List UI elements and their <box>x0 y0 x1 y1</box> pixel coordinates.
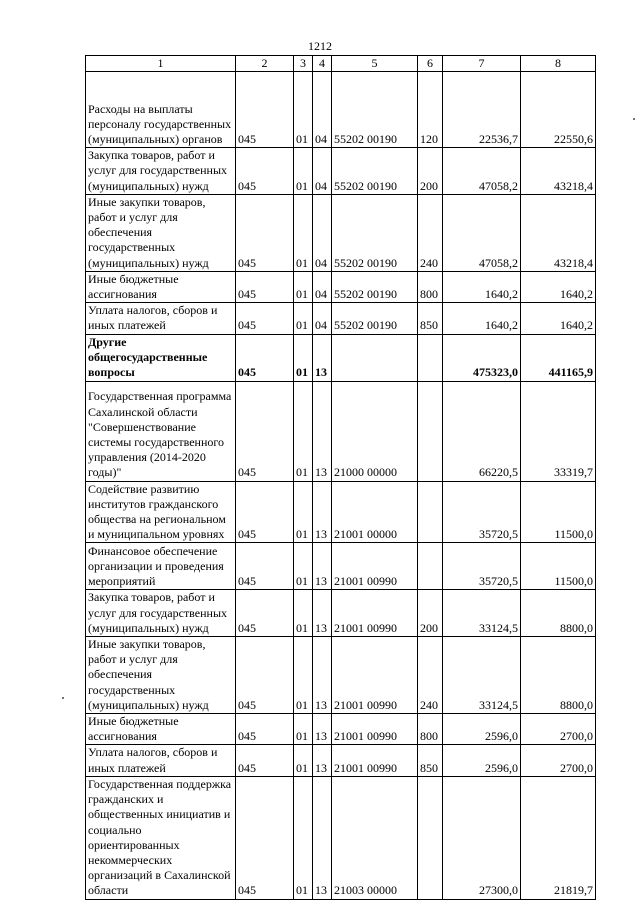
table-row <box>86 303 596 334</box>
amount-year1-cell: 35720,5 <box>443 543 521 590</box>
row-name-cell: Уплата налогов, сборов и иных платежей <box>86 745 236 776</box>
row-name-cell: Закупка товаров, работ и услуг для государственных (муниципальных) нужд <box>86 148 236 195</box>
section-code-cell: 01 <box>294 481 313 543</box>
amount-year2-cell: 2700,0 <box>521 714 596 745</box>
subsection-code-cell: 04 <box>313 303 332 334</box>
target-code-cell: 21001 00990 <box>332 590 418 637</box>
admin-code-cell: 045 <box>236 194 294 271</box>
section-code-cell: 01 <box>294 271 313 302</box>
section-code-cell: 01 <box>294 776 313 899</box>
target-code-cell: 55202 00190 <box>332 271 418 302</box>
amount-year1-cell: 66220,5 <box>443 381 521 481</box>
subsection-code-cell: 13 <box>313 776 332 899</box>
scan-speck <box>62 697 64 699</box>
admin-code-cell: 045 <box>236 543 294 590</box>
subsection-code-cell: 13 <box>313 745 332 776</box>
amount-year1-cell: 22536,7 <box>443 72 521 148</box>
amount-year2-cell: 11500,0 <box>521 543 596 590</box>
budget-table <box>85 55 596 900</box>
table-row <box>86 543 596 590</box>
amount-year2-cell: 2700,0 <box>521 745 596 776</box>
amount-year1-cell: 2596,0 <box>443 745 521 776</box>
row-name-cell: Содействие развитию институтов гражданского общества на региональном и муниципальном уровнях <box>86 481 236 543</box>
type-code-cell <box>418 381 443 481</box>
table-row <box>86 271 596 302</box>
admin-code-cell: 045 <box>236 148 294 195</box>
amount-year1-cell: 27300,0 <box>443 776 521 899</box>
table-header-row <box>86 56 596 72</box>
section-code-cell: 01 <box>294 381 313 481</box>
subsection-code-cell: 13 <box>313 590 332 637</box>
table-row <box>86 590 596 637</box>
target-code-cell: 55202 00190 <box>332 72 418 148</box>
table-row <box>86 72 596 148</box>
section-code-cell: 01 <box>294 637 313 714</box>
target-code-cell: 21001 00000 <box>332 481 418 543</box>
section-code-cell: 01 <box>294 72 313 148</box>
amount-year2-cell: 8800,0 <box>521 637 596 714</box>
header-cell: 1 <box>86 56 236 72</box>
subsection-code-cell: 13 <box>313 637 332 714</box>
type-code-cell: 240 <box>418 194 443 271</box>
table-row <box>86 334 596 381</box>
amount-year1-cell: 47058,2 <box>443 194 521 271</box>
subsection-code-cell: 13 <box>313 543 332 590</box>
admin-code-cell: 045 <box>236 714 294 745</box>
amount-year2-cell: 1640,2 <box>521 303 596 334</box>
target-code-cell: 55202 00190 <box>332 148 418 195</box>
amount-year2-cell: 22550,6 <box>521 72 596 148</box>
admin-code-cell: 045 <box>236 334 294 381</box>
admin-code-cell: 045 <box>236 590 294 637</box>
row-name-cell: Другие общегосударственные вопросы <box>86 334 236 381</box>
amount-year2-cell: 33319,7 <box>521 381 596 481</box>
table-row <box>86 714 596 745</box>
amount-year1-cell: 1640,2 <box>443 303 521 334</box>
target-code-cell: 21001 00990 <box>332 637 418 714</box>
row-name-cell: Иные бюджетные ассигнования <box>86 714 236 745</box>
header-cell: 5 <box>332 56 418 72</box>
table-row <box>86 381 596 481</box>
target-code-cell: 21003 00000 <box>332 776 418 899</box>
header-cell: 7 <box>443 56 521 72</box>
subsection-code-cell: 04 <box>313 194 332 271</box>
header-cell: 6 <box>418 56 443 72</box>
amount-year2-cell: 43218,4 <box>521 194 596 271</box>
header-cell: 2 <box>236 56 294 72</box>
amount-year1-cell: 47058,2 <box>443 148 521 195</box>
subsection-code-cell: 13 <box>313 714 332 745</box>
subsection-code-cell: 04 <box>313 72 332 148</box>
type-code-cell <box>418 776 443 899</box>
admin-code-cell: 045 <box>236 72 294 148</box>
amount-year2-cell: 21819,7 <box>521 776 596 899</box>
table-row <box>86 148 596 195</box>
row-name-cell: Иные закупки товаров, работ и услуг для обеспечения государственных (муниципальных) нужд <box>86 637 236 714</box>
amount-year2-cell: 1640,2 <box>521 271 596 302</box>
section-code-cell: 01 <box>294 303 313 334</box>
table-row <box>86 481 596 543</box>
admin-code-cell: 045 <box>236 381 294 481</box>
amount-year1-cell: 2596,0 <box>443 714 521 745</box>
row-name-cell: Государственная поддержка гражданских и общественных инициатив и социально ориентированных некоммерческих организаций в Сахалинской области <box>86 776 236 899</box>
section-code-cell: 01 <box>294 148 313 195</box>
row-name-cell: Расходы на выплаты персоналу государственных (муниципальных) органов <box>86 72 236 148</box>
type-code-cell <box>418 543 443 590</box>
row-name-cell: Финансовое обеспечение организации и проведения мероприятий <box>86 543 236 590</box>
section-code-cell: 01 <box>294 745 313 776</box>
amount-year2-cell: 441165,9 <box>521 334 596 381</box>
type-code-cell <box>418 481 443 543</box>
type-code-cell: 850 <box>418 303 443 334</box>
admin-code-cell: 045 <box>236 776 294 899</box>
target-code-cell: 21001 00990 <box>332 714 418 745</box>
amount-year1-cell: 33124,5 <box>443 637 521 714</box>
header-cell: 4 <box>313 56 332 72</box>
amount-year1-cell: 475323,0 <box>443 334 521 381</box>
target-code-cell: 21001 00990 <box>332 745 418 776</box>
subsection-code-cell: 13 <box>313 481 332 543</box>
type-code-cell: 200 <box>418 590 443 637</box>
admin-code-cell: 045 <box>236 637 294 714</box>
type-code-cell: 800 <box>418 271 443 302</box>
admin-code-cell: 045 <box>236 271 294 302</box>
target-code-cell <box>332 334 418 381</box>
target-code-cell: 55202 00190 <box>332 303 418 334</box>
section-code-cell: 01 <box>294 334 313 381</box>
amount-year1-cell: 35720,5 <box>443 481 521 543</box>
type-code-cell: 800 <box>418 714 443 745</box>
page-number: 1212 <box>308 39 332 53</box>
admin-code-cell: 045 <box>236 481 294 543</box>
type-code-cell: 120 <box>418 72 443 148</box>
subsection-code-cell: 04 <box>313 271 332 302</box>
section-code-cell: 01 <box>294 714 313 745</box>
section-code-cell: 01 <box>294 590 313 637</box>
amount-year2-cell: 11500,0 <box>521 481 596 543</box>
target-code-cell: 55202 00190 <box>332 194 418 271</box>
table-row <box>86 637 596 714</box>
amount-year2-cell: 43218,4 <box>521 148 596 195</box>
section-code-cell: 01 <box>294 543 313 590</box>
row-name-cell: Иные закупки товаров, работ и услуг для обеспечения государственных (муниципальных) нужд <box>86 194 236 271</box>
header-cell: 8 <box>521 56 596 72</box>
target-code-cell: 21000 00000 <box>332 381 418 481</box>
type-code-cell: 240 <box>418 637 443 714</box>
subsection-code-cell: 13 <box>313 381 332 481</box>
amount-year1-cell: 33124,5 <box>443 590 521 637</box>
row-name-cell: Государственная программа Сахалинской области "Совершенствование системы государственного управления (2014-2020 годы)" <box>86 381 236 481</box>
row-name-cell: Закупка товаров, работ и услуг для государственных (муниципальных) нужд <box>86 590 236 637</box>
table-row <box>86 194 596 271</box>
type-code-cell: 850 <box>418 745 443 776</box>
admin-code-cell: 045 <box>236 303 294 334</box>
admin-code-cell: 045 <box>236 745 294 776</box>
type-code-cell: 200 <box>418 148 443 195</box>
amount-year2-cell: 8800,0 <box>521 590 596 637</box>
subsection-code-cell: 13 <box>313 334 332 381</box>
row-name-cell: Иные бюджетные ассигнования <box>86 271 236 302</box>
header-cell: 3 <box>294 56 313 72</box>
type-code-cell <box>418 334 443 381</box>
table-row <box>86 776 596 899</box>
target-code-cell: 21001 00990 <box>332 543 418 590</box>
amount-year1-cell: 1640,2 <box>443 271 521 302</box>
section-code-cell: 01 <box>294 194 313 271</box>
subsection-code-cell: 04 <box>313 148 332 195</box>
table-row <box>86 745 596 776</box>
row-name-cell: Уплата налогов, сборов и иных платежей <box>86 303 236 334</box>
scan-speck <box>633 118 635 120</box>
